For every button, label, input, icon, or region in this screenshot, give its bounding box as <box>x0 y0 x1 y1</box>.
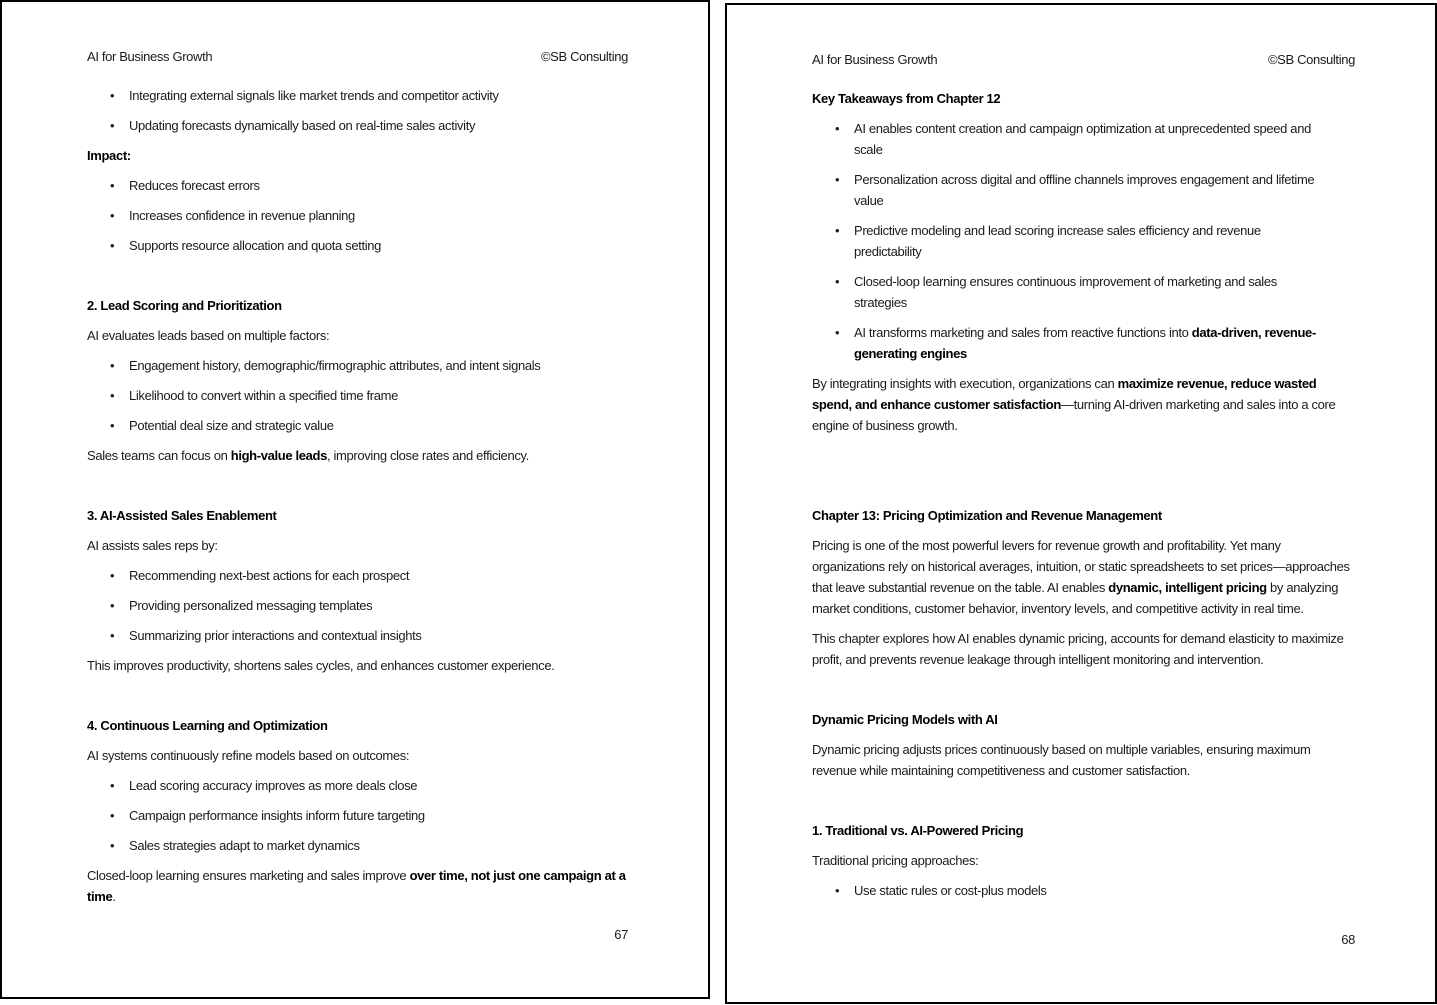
bullet-item: • Sales strategies adapt to market dynamics <box>87 835 628 856</box>
blank-line <box>812 475 1355 505</box>
bullet-item: • Use static rules or cost-plus models <box>812 880 1355 901</box>
paragraph: AI assists sales reps by: <box>87 538 218 553</box>
bullet-item: • AI transforms marketing and sales from reactive functions into data-driven, revenue-generating engines <box>812 322 1355 364</box>
header-title: AI for Business Growth <box>87 49 213 64</box>
page-number: 68 <box>1341 932 1355 947</box>
bullet-list <box>87 175 628 256</box>
bold-text: high-value leads <box>230 448 327 463</box>
page-67 <box>0 0 710 999</box>
section-heading: 2. Lead Scoring and Prioritization <box>87 298 282 313</box>
paragraph: Closed-loop learning ensures marketing and sales improve over time, not just one campaign at a time. <box>87 868 626 904</box>
page-content <box>812 88 1355 901</box>
blank-line <box>87 265 628 295</box>
blank-line <box>812 679 1355 709</box>
paragraph: Dynamic pricing adjusts prices continuously based on multiple variables, ensuring maximum revenue while maintaining competitiveness and customer satisfaction. <box>812 742 1311 778</box>
blank-line <box>812 790 1355 820</box>
bullet-item: • AI enables content creation and campaign optimization at unprecedented speed and scale <box>812 118 1355 160</box>
header-copyright: ©SB Consulting <box>540 49 628 64</box>
header-title: AI for Business Growth <box>812 52 938 67</box>
bullet-item: • Recommending next-best actions for each prospect <box>87 565 628 586</box>
bullet-item: • Supports resource allocation and quota setting <box>87 235 628 256</box>
section-heading: 3. AI-Assisted Sales Enablement <box>87 508 277 523</box>
bullet-item: • Campaign performance insights inform future targeting <box>87 805 628 826</box>
page-header <box>87 46 628 67</box>
paragraph: Sales teams can focus on high-value leads, improving close rates and efficiency. <box>87 448 529 463</box>
paragraph: This chapter explores how AI enables dynamic pricing, accounts for demand elasticity to maximize profit, and prevents revenue leakage through intelligent monitoring and intervention. <box>812 631 1344 667</box>
bullet-item: • Closed-loop learning ensures continuous improvement of marketing and sales strategies <box>812 271 1355 313</box>
paragraph: By integrating insights with execution, organizations can maximize revenue, reduce wasted spend, and enhance customer satisfaction—turning AI-driven marketing and sales into a core engine of business growth. <box>812 376 1336 433</box>
bullet-item: • Summarizing prior interactions and contextual insights <box>87 625 628 646</box>
section-heading: 1. Traditional vs. AI-Powered Pricing <box>812 823 1024 838</box>
bullet-item: • Personalization across digital and offline channels improves engagement and lifetime value <box>812 169 1355 211</box>
bullet-item: • Engagement history, demographic/firmographic attributes, and intent signals <box>87 355 628 376</box>
bold-text: over time, not just one campaign at a time <box>87 868 626 904</box>
page-68 <box>725 3 1437 1004</box>
section-heading: Key Takeaways from Chapter 12 <box>812 91 1001 106</box>
page-number: 67 <box>614 927 628 942</box>
page-header <box>812 49 1355 70</box>
bullet-item: • Updating forecasts dynamically based on real-time sales activity <box>87 115 628 136</box>
bullet-item: • Reduces forecast errors <box>87 175 628 196</box>
bullet-item: • Increases confidence in revenue planning <box>87 205 628 226</box>
bullet-list <box>812 118 1355 364</box>
page-content <box>87 85 628 907</box>
bullet-item: • Lead scoring accuracy improves as more deals close <box>87 775 628 796</box>
blank-line <box>87 475 628 505</box>
bullet-list <box>87 85 628 136</box>
bullet-list <box>87 355 628 436</box>
bullet-item: • Providing personalized messaging templates <box>87 595 628 616</box>
bullet-item: • Integrating external signals like market trends and competitor activity <box>87 85 628 106</box>
paragraph: Pricing is one of the most powerful levers for revenue growth and profitability. Yet many organizations rely on historical averages, intuition, or static spreadsheets to set prices—approaches that leave substantial revenue on the table. AI enables dynamic, intelligent pricing by analyzing market conditions, customer behavior, inventory levels, and competitive activity in real time. <box>812 538 1350 616</box>
section-heading: Dynamic Pricing Models with AI <box>812 712 998 727</box>
bullet-list <box>87 775 628 856</box>
section-heading: Chapter 13: Pricing Optimization and Revenue Management <box>812 508 1162 523</box>
paragraph: Traditional pricing approaches: <box>812 853 979 868</box>
section-heading: 4. Continuous Learning and Optimization <box>87 718 328 733</box>
paragraph: This improves productivity, shortens sales cycles, and enhances customer experience. <box>87 658 555 673</box>
bold-text: maximize revenue, reduce wasted spend, and enhance customer satisfaction <box>812 376 1317 412</box>
paragraph: AI evaluates leads based on multiple factors: <box>87 328 330 343</box>
bold-text: data-driven, revenue-generating engines <box>854 325 1316 361</box>
bullet-list <box>87 565 628 646</box>
blank-line <box>812 445 1355 475</box>
paragraph: AI systems continuously refine models based on outcomes: <box>87 748 410 763</box>
section-heading: Impact: <box>87 148 131 163</box>
bullet-item: • Predictive modeling and lead scoring increase sales efficiency and revenue predictability <box>812 220 1355 262</box>
bullet-item: • Potential deal size and strategic value <box>87 415 628 436</box>
blank-line <box>87 685 628 715</box>
bold-text: dynamic, intelligent pricing <box>1108 580 1267 595</box>
header-copyright: ©SB Consulting <box>1267 52 1355 67</box>
bullet-list <box>812 880 1355 901</box>
bullet-item: • Likelihood to convert within a specified time frame <box>87 385 628 406</box>
